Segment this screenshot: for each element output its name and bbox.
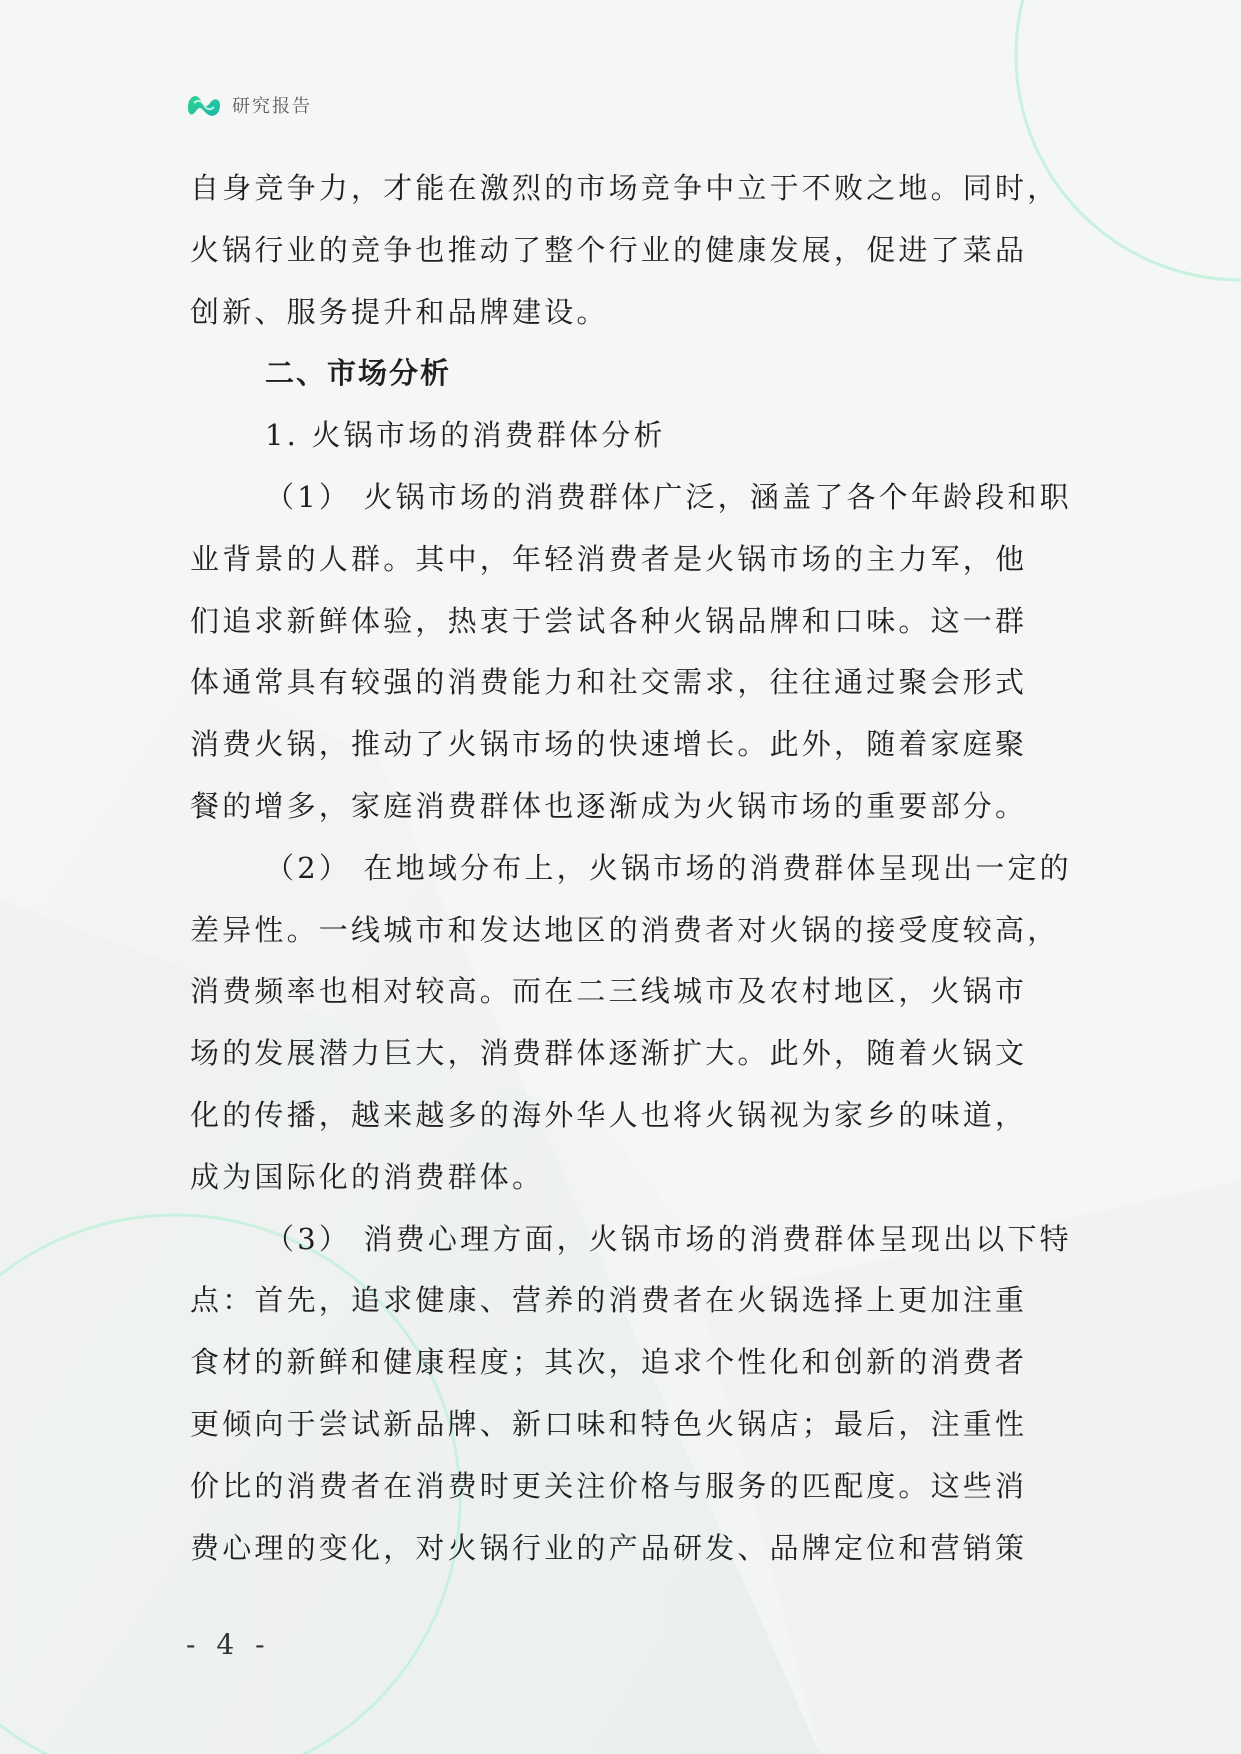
text-line: 化的传播，越来越多的海外华人也将火锅视为家乡的味道， bbox=[190, 1097, 1028, 1132]
text-line: 点：首先，追求健康、营养的消费者在火锅选择上更加注重 bbox=[190, 1283, 1028, 1318]
text-line: 自身竞争力，才能在激烈的市场竞争中立于不败之地。同时， bbox=[190, 171, 1060, 205]
header-title: 研究报告 bbox=[232, 96, 312, 117]
text-line: 更倾向于尝试新品牌、新口味和特色火锅店；最后，注重性 bbox=[190, 1406, 1028, 1441]
text-line: 餐的增多，家庭消费群体也逐渐成为火锅市场的重要部分。 bbox=[190, 788, 1028, 823]
text-line: 业背景的人群。其中，年轻消费者是火锅市场的主力军，他 bbox=[190, 541, 1028, 576]
text-line: 场的发展潜力巨大，消费群体逐渐扩大。此外，随着火锅文 bbox=[190, 1036, 1028, 1071]
text-line: 差异性。一线城市和发达地区的消费者对火锅的接受度较高， bbox=[190, 912, 1060, 947]
text-line: 食材的新鲜和健康程度；其次，追求个性化和创新的消费者 bbox=[190, 1345, 1028, 1380]
text-line: 火锅行业的竞争也推动了整个行业的健康发展，促进了菜品 bbox=[190, 232, 1028, 267]
subsection-heading: 1. 火锅市场的消费群体分析 bbox=[265, 418, 666, 453]
text-line: 成为国际化的消费群体。 bbox=[190, 1159, 545, 1194]
text-line: （2） 在地域分布上，火锅市场的消费群体呈现出一定的 bbox=[265, 850, 1072, 885]
text-line: （3） 消费心理方面，火锅市场的消费群体呈现出以下特 bbox=[265, 1221, 1072, 1256]
text-line: 价比的消费者在消费时更关注价格与服务的匹配度。这些消 bbox=[190, 1468, 1028, 1503]
report-header bbox=[186, 88, 312, 122]
text-line: （1） 火锅市场的消费群体广泛，涵盖了各个年龄段和职 bbox=[265, 479, 1072, 514]
body-text bbox=[190, 158, 1070, 1579]
text-line: 体通常具有较强的消费能力和社交需求，往往通过聚会形式 bbox=[190, 665, 1028, 700]
text-line: 费心理的变化，对火锅行业的产品研发、品牌定位和营销策 bbox=[190, 1530, 1028, 1565]
brand-logo-icon bbox=[186, 89, 222, 121]
text-line: 们追求新鲜体验，热衷于尝试各种火锅品牌和口味。这一群 bbox=[190, 603, 1028, 638]
text-line: 消费频率也相对较高。而在二三线城市及农村地区，火锅市 bbox=[190, 974, 1028, 1009]
page-number: - 4 - bbox=[186, 1628, 271, 1661]
text-line: 消费火锅，推动了火锅市场的快速增长。此外，随着家庭聚 bbox=[190, 727, 1028, 762]
text-line: 创新、服务提升和品牌建设。 bbox=[190, 294, 609, 329]
section-heading: 二、市场分析 bbox=[265, 356, 452, 391]
